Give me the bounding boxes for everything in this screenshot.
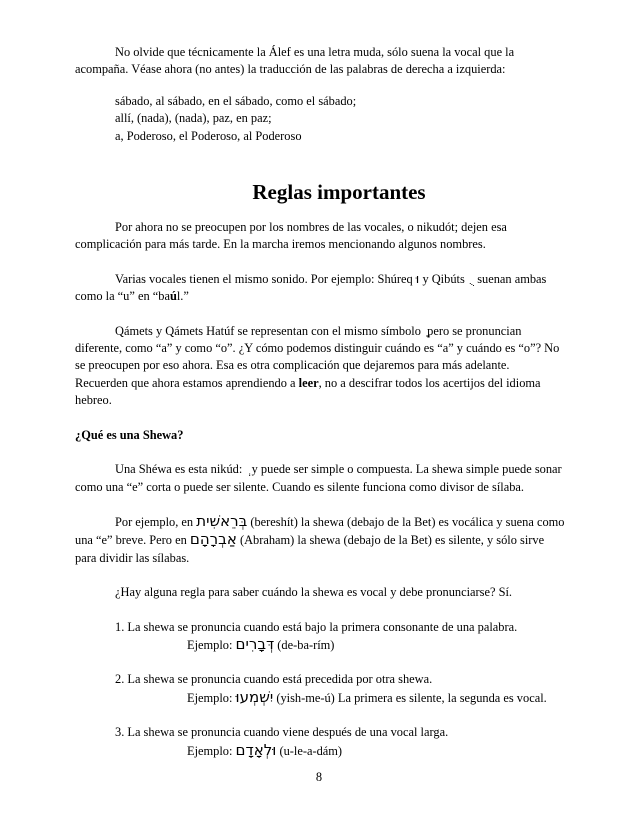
- hebrew-word-abraham: אַבְרָהָם: [189, 530, 237, 549]
- hebrew-word-bereshit: בְּרֵאשִׁית: [196, 511, 248, 530]
- shewa-question: ¿Hay alguna regla para saber cuándo la shewa es vocal y debe pronunciarse? Sí.: [115, 585, 513, 600]
- shewa-paragraph-1: Una Shéwa es esta nikúd: y puede ser simple o compuesta. La shewa simple puede sonar como una “e” corta o puede ser silente. Cuando es silente funciona como divisor de sílaba.: [75, 462, 562, 494]
- document-page: [75, 44, 565, 760]
- hebrew-example: וּלְאָדָם: [235, 740, 277, 759]
- rule-example: Ejemplo: דְּבָרִים (de-ba-rím): [187, 634, 335, 653]
- section-title: Reglas importantes: [252, 180, 426, 205]
- shewa-heading: ¿Qué es una Shewa?: [75, 427, 184, 442]
- intro-paragraph: No olvide que técnicamente la Álef es una letra muda, sólo suena la vocal que la acompaña. Véase ahora (no antes) la traducción de las palabras de derecha a izquierda:: [75, 45, 515, 77]
- page-number: 8: [315, 770, 323, 784]
- reglas-paragraph-1: Por ahora no se preocupen por los nombres de las vocales, o nikudót; dejen esa complicación para más tarde. En la marcha iremos mencionando algunos nombres.: [75, 220, 507, 252]
- rule-example: Ejemplo: וּלְאָדָם (u-le-a-dám): [187, 740, 343, 759]
- translation-line: allí, (nada), (nada), paz, en paz;: [115, 111, 272, 126]
- emphasis-leer: leer: [298, 375, 319, 390]
- hebrew-example: דְּבָרִים: [235, 634, 275, 653]
- translation-line: a, Poderoso, el Poderoso, al Poderoso: [115, 128, 302, 143]
- shewa-paragraph-2: Por ejemplo, en בְּרֵאשִׁית (bereshít) la shewa (debajo de la Bet) es vocálica y suena como una “e” breve. Pero en אַבְרָהָם (Abraham) la shewa (debajo de la Bet) es silente, y sólo sirve para dividir las sílabas.: [75, 511, 565, 565]
- shewa-rule-3: 3. La shewa se pronuncia cuando viene después de una vocal larga. Ejemplo: וּלְאָדָם (u-le-a-dám): [75, 724, 565, 760]
- shewa-rule-2: 2. La shewa se pronuncia cuando está precedida por otra shewa. Ejemplo: יִשְׁמְעוּ (yish-me-ú) La primera es silente, la segunda es vocal.: [75, 671, 565, 707]
- hebrew-example: יִשְׁמְעוּ: [235, 687, 274, 706]
- shewa-rule-1: 1. La shewa se pronuncia cuando está bajo la primera consonante de una palabra. Ejemplo: דְּבָרִים (de-ba-rím): [75, 619, 565, 655]
- translation-list: [75, 93, 565, 145]
- rule-example: Ejemplo: יִשְׁמְעוּ (yish-me-ú) La primera es silente, la segunda es vocal.: [187, 687, 547, 706]
- reglas-paragraph-3: Qámets y Qámets Hatúf se representan con el mismo símbolo pero se pronuncian diferente, como “a” y como “o”. ¿Y cómo podemos distinguir cuándo es “a” y cuándo es “o”? No se preocupen por eso ahora. Esa es otra complicación que dejaremos para más adelante. Recuerden que ahora estamos aprendiendo a leer, no a descifrar todos los acertijos del idioma hebreo.: [75, 323, 560, 408]
- translation-line: sábado, al sábado, en el sábado, como el sábado;: [115, 93, 357, 108]
- reglas-paragraph-2: Varias vocales tienen el mismo sonido. Por ejemplo: Shúreq וּ y Qibúts suenan ambas como la “u” en “baúl.”: [75, 271, 547, 304]
- shureq-symbol: וּ: [415, 271, 420, 287]
